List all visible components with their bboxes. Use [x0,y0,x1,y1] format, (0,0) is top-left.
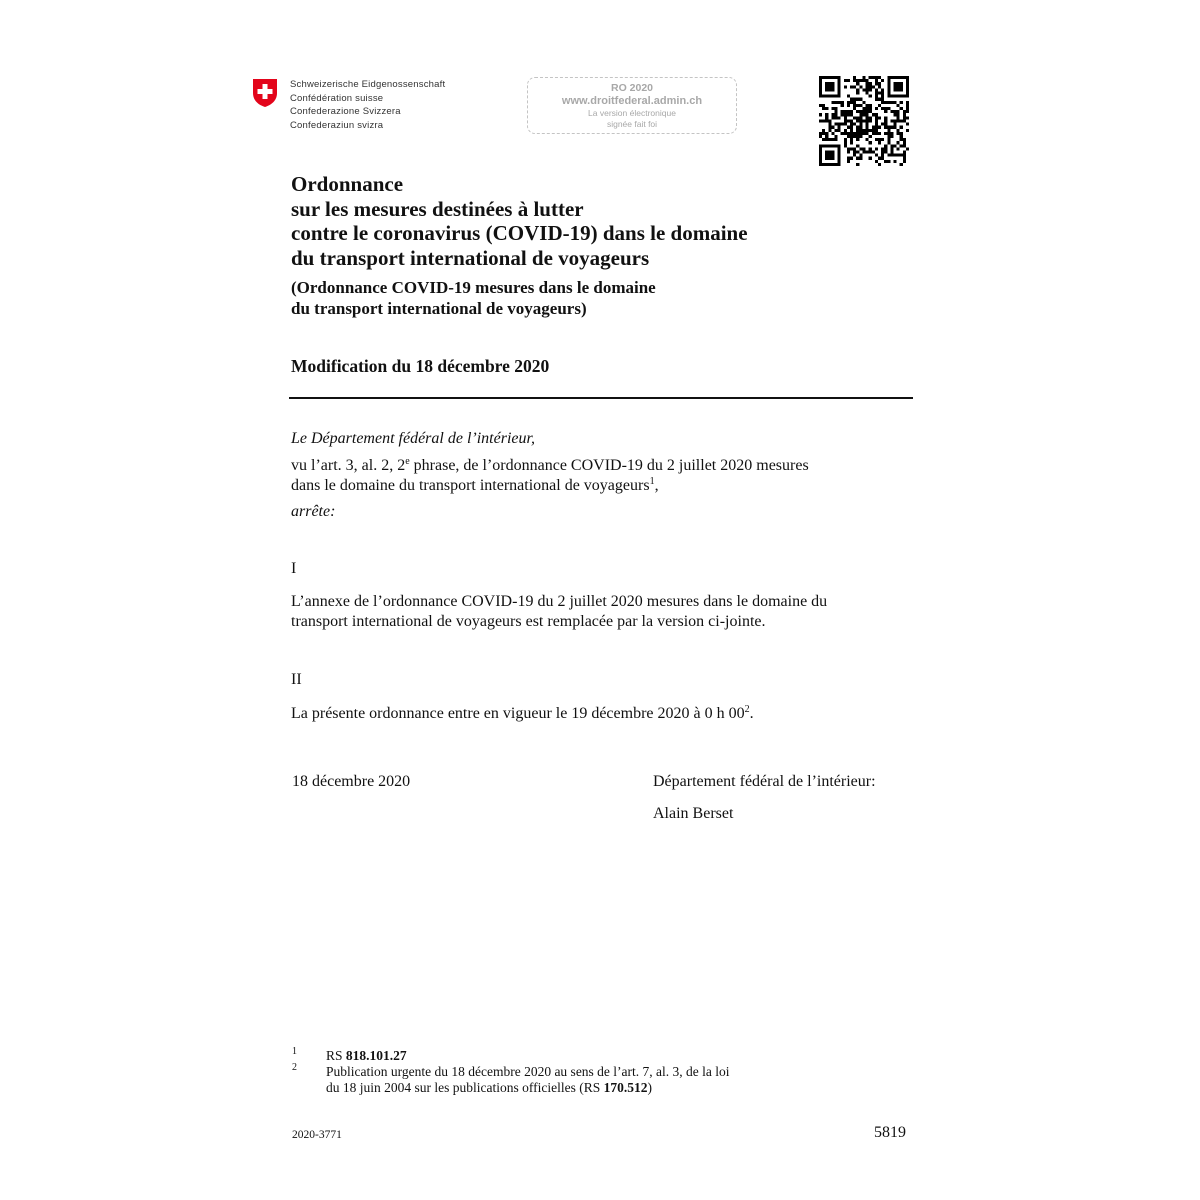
section-i-text [291,592,827,632]
footnote-2-line-1: Publication urgente du 18 décembre 2020 au sens de l’art. 7, al. 3, de la loi [326,1064,730,1079]
document-number: 2020-3771 [292,1129,342,1141]
title-line: du transport international de voyageurs [291,245,650,270]
signature-date: 18 décembre 2020 [292,773,411,790]
short-title [291,278,656,319]
title-line: Ordonnance [291,172,404,196]
footnote-ref-1: 1 [649,476,655,487]
legal-basis-line-1 [291,456,911,476]
horizontal-rule [289,397,913,399]
legal-basis [291,456,911,496]
title-line: contre le coronavirus (COVID-19) dans le domaine [291,221,748,245]
title-line: sur les mesures destinées à lutter [291,196,584,221]
stamp-line-4: signée fait foi [606,119,658,129]
decree-verb: arrête: [291,503,336,520]
stamp-url: www.droitfederal.admin.ch [561,95,703,107]
short-title-line: (Ordonnance COVID-19 mesures dans le domaine [291,278,656,297]
stamp-line-3: La version électronique [588,108,676,118]
footnote-number-2: 2 [292,1062,297,1073]
rs-number: 818.101.27 [345,1048,407,1063]
footnote-ref-2: 2 [744,704,750,715]
issuing-department: Le Département fédéral de l’intérieur, [291,430,535,447]
stamp-line-1: RO 2020 [610,82,654,94]
page-number: 5819 [874,1124,906,1141]
section-heading-i: I [291,560,297,577]
signatory-name: Alain Berset [653,805,734,822]
confederation-names [290,78,445,132]
footnote-2 [326,1064,730,1095]
text-run: dans le domaine du transport international de voyageurs [291,477,650,494]
superscript: e [405,456,410,467]
confederation-name-fr: Confédération suisse [290,92,384,104]
qr-code-icon [819,76,909,166]
swiss-cross-icon [252,78,278,108]
legal-basis-line-2 [291,476,911,496]
text-run: vu l’art. 3, al. 2, 2 [291,457,406,474]
text-run: RS [326,1048,346,1063]
section-ii-text [291,704,754,724]
text-run: ) [647,1079,652,1095]
document-title [291,172,911,270]
text-run: , [654,477,659,494]
footnote-number-1: 1 [292,1046,297,1057]
text-run: La présente ordonnance entre en vigueur le 19 décembre 2020 à 0 h 00 [291,705,745,722]
text-run: phrase, de l’ordonnance COVID-19 du 2 juillet 2020 mesures [409,457,809,474]
text-run: . [749,705,754,722]
confederation-name-rm: Confederaziun svizra [290,119,384,131]
rs-number: 170.512 [603,1079,648,1095]
official-publication-stamp [527,77,737,134]
modification-date: Modification du 18 décembre 2020 [291,356,550,376]
confederation-name-de: Schweizerische Eidgenossenschaft [290,79,446,90]
text-run: du 18 juin 2004 sur les publications officielles (RS [326,1079,604,1095]
confederation-name-it: Confederazione Svizzera [290,106,401,118]
footnote-1 [326,1048,407,1064]
short-title-line: du transport international de voyageurs) [291,298,587,318]
footnote-2-line-2 [326,1080,730,1096]
section-i-line-2: transport international de voyageurs est remplacée par la version ci-jointe. [291,613,766,630]
section-i-line-1: L’annexe de l’ordonnance COVID-19 du 2 juillet 2020 mesures dans le domaine du [291,593,828,610]
section-heading-ii: II [291,671,302,688]
signature-department: Département fédéral de l’intérieur: [653,773,876,790]
